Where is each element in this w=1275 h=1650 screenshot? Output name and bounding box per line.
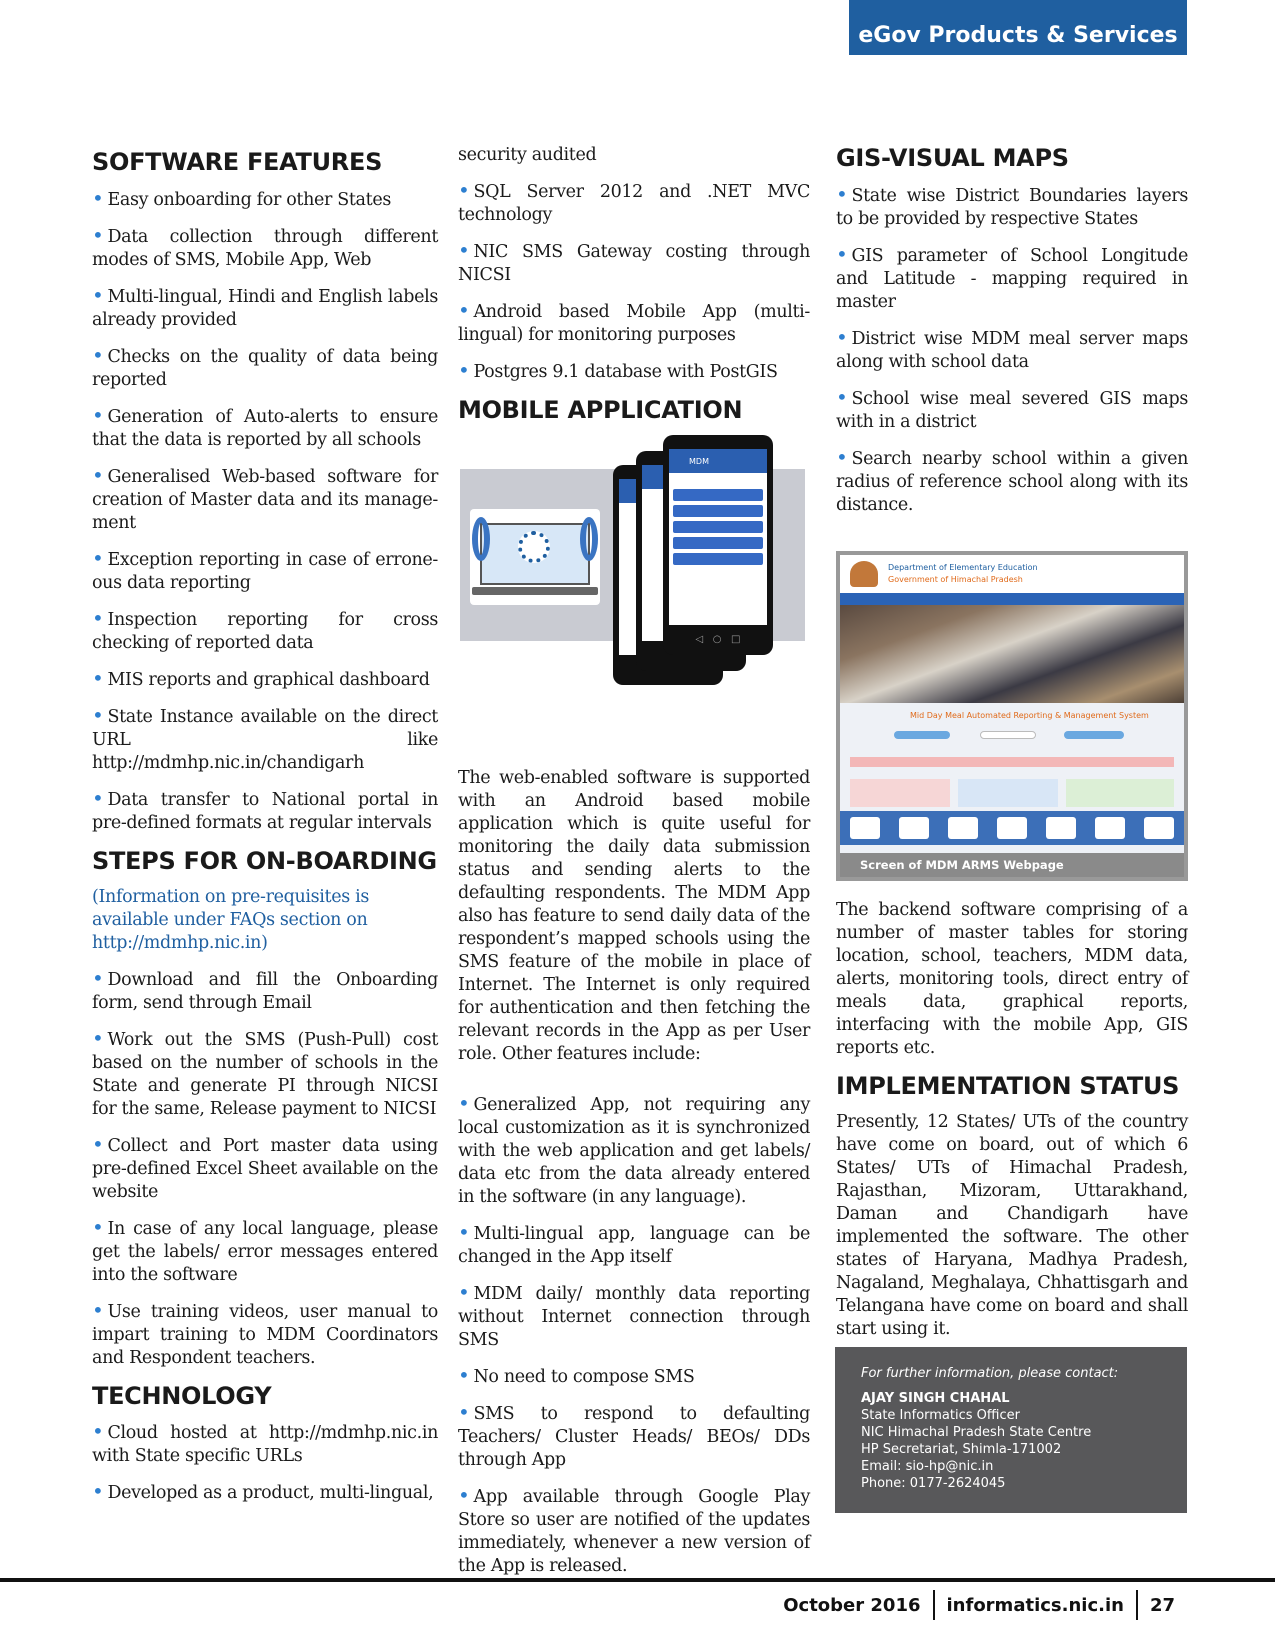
- app-header-bar: [669, 449, 767, 473]
- phone-front: [663, 435, 773, 655]
- footer-date: October 2016: [783, 1594, 921, 1616]
- list-item: • In case of any local language, please get the labels/ error messages entered into the software: [92, 1214, 438, 1285]
- partner-logo-icon: [899, 817, 929, 839]
- list-item: • District wise MDM meal server maps along with school data: [836, 324, 1188, 372]
- web-partner-icons: [840, 811, 1184, 845]
- bullet-icon: •: [458, 1399, 470, 1424]
- list-item: • Generation of Auto-alerts to ensure that the data is reported by all schools: [92, 402, 438, 450]
- bullet-icon: •: [458, 1090, 470, 1115]
- app-menu-item[interactable]: [673, 489, 763, 501]
- gis-heading: GIS-VISUAL MAPS: [836, 144, 1069, 172]
- list-item: • Easy onboarding for other States: [92, 185, 391, 210]
- bullet-icon: •: [458, 178, 470, 202]
- bullet-icon: •: [92, 702, 104, 727]
- contact-title: State Informatics Officer: [861, 1408, 1020, 1423]
- web-nav-bar: [840, 593, 1184, 605]
- bullet-icon: •: [458, 238, 470, 262]
- bullet-icon: •: [458, 1279, 470, 1304]
- list-item: • Search nearby school within a given radius of reference school along with its distance.: [836, 444, 1188, 515]
- bullet-icon: •: [92, 185, 104, 210]
- bullet-icon: •: [92, 1479, 104, 1504]
- mdm-webpage-screenshot: [836, 551, 1188, 881]
- list-item: • Postgres 9.1 database with PostGIS: [458, 358, 778, 382]
- partner-logo-icon: [997, 817, 1027, 839]
- partner-logo-icon: [1095, 817, 1125, 839]
- bullet-icon: •: [836, 324, 848, 349]
- backend-text: The backend software comprising of a number of master tables for storing location, school, teachers, MDM data, alerts, monitoring tools, direct entry of meals data, graphical reports, interfacing with the mobile App, GIS reports etc.: [836, 899, 1188, 1058]
- section-header-tab: [849, 0, 1187, 55]
- mobile-application-heading: MOBILE APPLICATION: [458, 396, 743, 424]
- figure-caption: Screen of MDM ARMS Webpage: [840, 853, 1184, 877]
- list-item: • SMS to respond to defaulting Teachers/ Cluster Heads/ BEOs/ DDs through App: [458, 1399, 810, 1470]
- contact-box: [835, 1347, 1187, 1513]
- list-item: • School wise meal severed GIS maps with in a district: [836, 384, 1188, 432]
- laptop-icon: [470, 509, 600, 605]
- app-header-title: MDM: [689, 456, 709, 466]
- web-button: [894, 731, 950, 739]
- bullet-icon: •: [92, 222, 104, 247]
- technology-continuation: security audited: [458, 145, 597, 165]
- footer-divider: [933, 1590, 935, 1620]
- list-item: • Data collection through different modes of SMS, Mobile App, Web: [92, 222, 438, 270]
- bullet-icon: •: [836, 241, 848, 266]
- list-item: • State wise District Boundaries layers to be provided by respective States: [836, 181, 1188, 229]
- partner-logo-icon: [1046, 817, 1076, 839]
- list-item: • MDM daily/ monthly data reporting without Internet connection through SMS: [458, 1279, 810, 1350]
- footer-divider: [1136, 1590, 1138, 1620]
- gis-list: [836, 183, 1188, 517]
- bullet-icon: •: [92, 545, 104, 570]
- onboarding-list: [92, 967, 438, 1370]
- app-menu-item[interactable]: [673, 505, 763, 517]
- bullet-icon: •: [92, 965, 104, 990]
- emblem-icon: [850, 561, 878, 587]
- mobile-body: The web-enabled software is supported with an Android based mobile application which is quite useful for monitoring the daily data submission status and sending alerts to the defaulting respondents. The MDM App also has feature to send daily data of the respondent’s mapped schools using the SMS feature of the mobile in place of Internet. The Internet is only required for authentication and then fetching the relevant records in the App as per User role. Other features include:: [458, 767, 810, 1064]
- contact-address: HP Secretariat, Shimla-171002: [861, 1442, 1062, 1457]
- web-stat-tile: [850, 779, 950, 807]
- bullet-icon: •: [92, 402, 104, 427]
- list-item: • Developed as a product, multi-lingual,: [92, 1479, 434, 1504]
- bullet-icon: •: [836, 384, 848, 409]
- web-header: [840, 555, 1184, 593]
- bullet-icon: •: [92, 462, 104, 487]
- contact-email[interactable]: Email: sio-hp@nic.in: [861, 1459, 994, 1474]
- web-button: [1064, 731, 1124, 739]
- column-1: [92, 148, 438, 1517]
- bullet-icon: •: [92, 282, 104, 307]
- list-item: • SQL Server 2012 and .NET MVC technology: [458, 178, 810, 225]
- list-item: • Generalized App, not requiring any local customization as it is synchronized with the web application and get labels/ data etc from the data already entered in the software (in any language).: [458, 1090, 810, 1207]
- bullet-icon: •: [836, 181, 848, 206]
- mobile-features-list: [458, 1092, 810, 1578]
- list-item: • App available through Google Play Store so user are notified of the updates immediately, whenever a new version of the App is released.: [458, 1482, 810, 1576]
- implementation-heading: IMPLEMENTATION STATUS: [836, 1071, 1180, 1100]
- web-stat-tile: [1066, 779, 1174, 807]
- list-item: • Checks on the quality of data being reported: [92, 342, 438, 390]
- app-menu-item[interactable]: [673, 553, 763, 565]
- app-menu-item[interactable]: [673, 521, 763, 533]
- bullet-icon: •: [458, 1219, 470, 1244]
- footer-site[interactable]: informatics.nic.in: [946, 1594, 1124, 1616]
- implementation-body: Presently, 12 States/ UTs of the country have come on board, out of which 6 States/ UTs of Himachal Pradesh, Rajasthan, Mizoram, Uttarakhand, Daman and Chandigarh have implemented the software. The other states of Haryana, Madhya Pradesh, Nagaland, Meghalaya, Chhattisgarh and Telangana have come on board and shall start using it.: [836, 1111, 1188, 1339]
- bullet-icon: •: [836, 444, 848, 469]
- list-item: • Cloud hosted at http://mdmhp.nic.in with State specific URLs: [92, 1419, 438, 1467]
- mobile-app-figure: [458, 435, 810, 675]
- web-stat-tile: [958, 779, 1058, 807]
- web-select: [980, 731, 1036, 739]
- software-features-heading: SOFTWARE FEATURES: [92, 148, 383, 176]
- list-item: • Multi-lingual, Hindi and English labels already provided: [92, 282, 438, 330]
- dept-line-1: Department of Elementary Education: [888, 562, 1038, 572]
- partner-logo-icon: [1144, 817, 1174, 839]
- column-3: [836, 144, 1188, 1353]
- list-item: • Use training videos, user manual to impart training to MDM Coordinators and Respondent teachers.: [92, 1297, 438, 1368]
- bullet-icon: •: [92, 605, 104, 630]
- bullet-icon: •: [92, 1214, 104, 1239]
- phone-screen: [669, 449, 767, 625]
- contact-intro: For further information, please contact:: [861, 1366, 1119, 1381]
- nic-logo-icon: [518, 531, 550, 563]
- bullet-icon: •: [92, 665, 104, 690]
- list-item: • No need to compose SMS: [458, 1362, 695, 1387]
- app-menu-item[interactable]: [673, 537, 763, 549]
- laptop-base: [472, 587, 598, 595]
- partner-logo-icon: [948, 817, 978, 839]
- left-arrow-icon: [472, 517, 490, 561]
- list-item: • Data transfer to National portal in pre-defined formats at regular intervals: [92, 785, 438, 833]
- bullet-icon: •: [458, 298, 470, 322]
- list-item: • Exception reporting in case of errone-ous data reporting: [92, 545, 438, 593]
- page-number: 27: [1149, 1594, 1175, 1616]
- onboarding-note: (Information on pre-requisites is available under FAQs section on http://mdmhp.nic.in): [92, 886, 369, 953]
- web-system-title: Mid Day Meal Automated Reporting & Management System: [910, 710, 1149, 720]
- list-item: • NIC SMS Gateway costing through NICSI: [458, 238, 810, 285]
- bullet-icon: •: [458, 1482, 470, 1507]
- phone-nav-buttons: ◁ ○ □: [695, 633, 741, 645]
- technology-heading: TECHNOLOGY: [92, 1381, 272, 1410]
- classroom-photo: [840, 605, 1184, 703]
- bullet-icon: •: [458, 1362, 470, 1387]
- list-item: • Multi-lingual app, language can be changed in the App itself: [458, 1219, 810, 1267]
- web-alert-bar: [850, 757, 1174, 767]
- dept-line-2: Government of Himachal Pradesh: [888, 574, 1023, 584]
- bullet-icon: •: [92, 785, 104, 810]
- bullet-icon: •: [92, 342, 104, 367]
- technology-list: [92, 1420, 438, 1505]
- bullet-icon: •: [92, 1131, 104, 1156]
- bullet-icon: •: [92, 1419, 104, 1444]
- contact-office: NIC Himachal Pradesh State Centre: [861, 1425, 1092, 1440]
- software-features-list: [92, 187, 438, 835]
- list-item: • Download and fill the Onboarding form, send through Email: [92, 965, 438, 1013]
- list-item: • Android based Mobile App (multi-lingual) for monitoring purposes: [458, 298, 810, 345]
- footer-rule: [0, 1578, 1275, 1582]
- technology-list-cont: [458, 179, 810, 384]
- contact-phone: Phone: 0177-2624045: [861, 1476, 1006, 1491]
- onboarding-heading: STEPS FOR ON-BOARDING: [92, 846, 437, 875]
- list-item: • Inspection reporting for cross checking of reported data: [92, 605, 438, 653]
- column-2: [458, 144, 810, 1590]
- contact-name: AJAY SINGH CHAHAL: [861, 1391, 1010, 1406]
- list-item: • Generalised Web-based software for creation of Master data and its manage-ment: [92, 462, 438, 533]
- list-item: • GIS parameter of School Longitude and Latitude - mapping required in master: [836, 241, 1188, 312]
- list-item: • MIS reports and graphical dashboard: [92, 665, 430, 690]
- list-item: • Work out the SMS (Push-Pull) cost based on the number of schools in the State and generate PI through NICSI for the same, Release payment to NICSI: [92, 1025, 438, 1119]
- footer: [783, 1590, 1175, 1620]
- bullet-icon: •: [458, 358, 470, 382]
- bullet-icon: •: [92, 1025, 104, 1050]
- list-item: • State Instance available on the direct URL like http://mdmhp.nic.in/chandigarh: [92, 702, 438, 773]
- section-title: eGov Products & Services: [858, 23, 1178, 48]
- partner-logo-icon: [850, 817, 880, 839]
- bullet-icon: •: [92, 1297, 104, 1322]
- right-arrow-icon: [580, 517, 598, 561]
- list-item: • Collect and Port master data using pre-defined Excel Sheet available on the website: [92, 1131, 438, 1202]
